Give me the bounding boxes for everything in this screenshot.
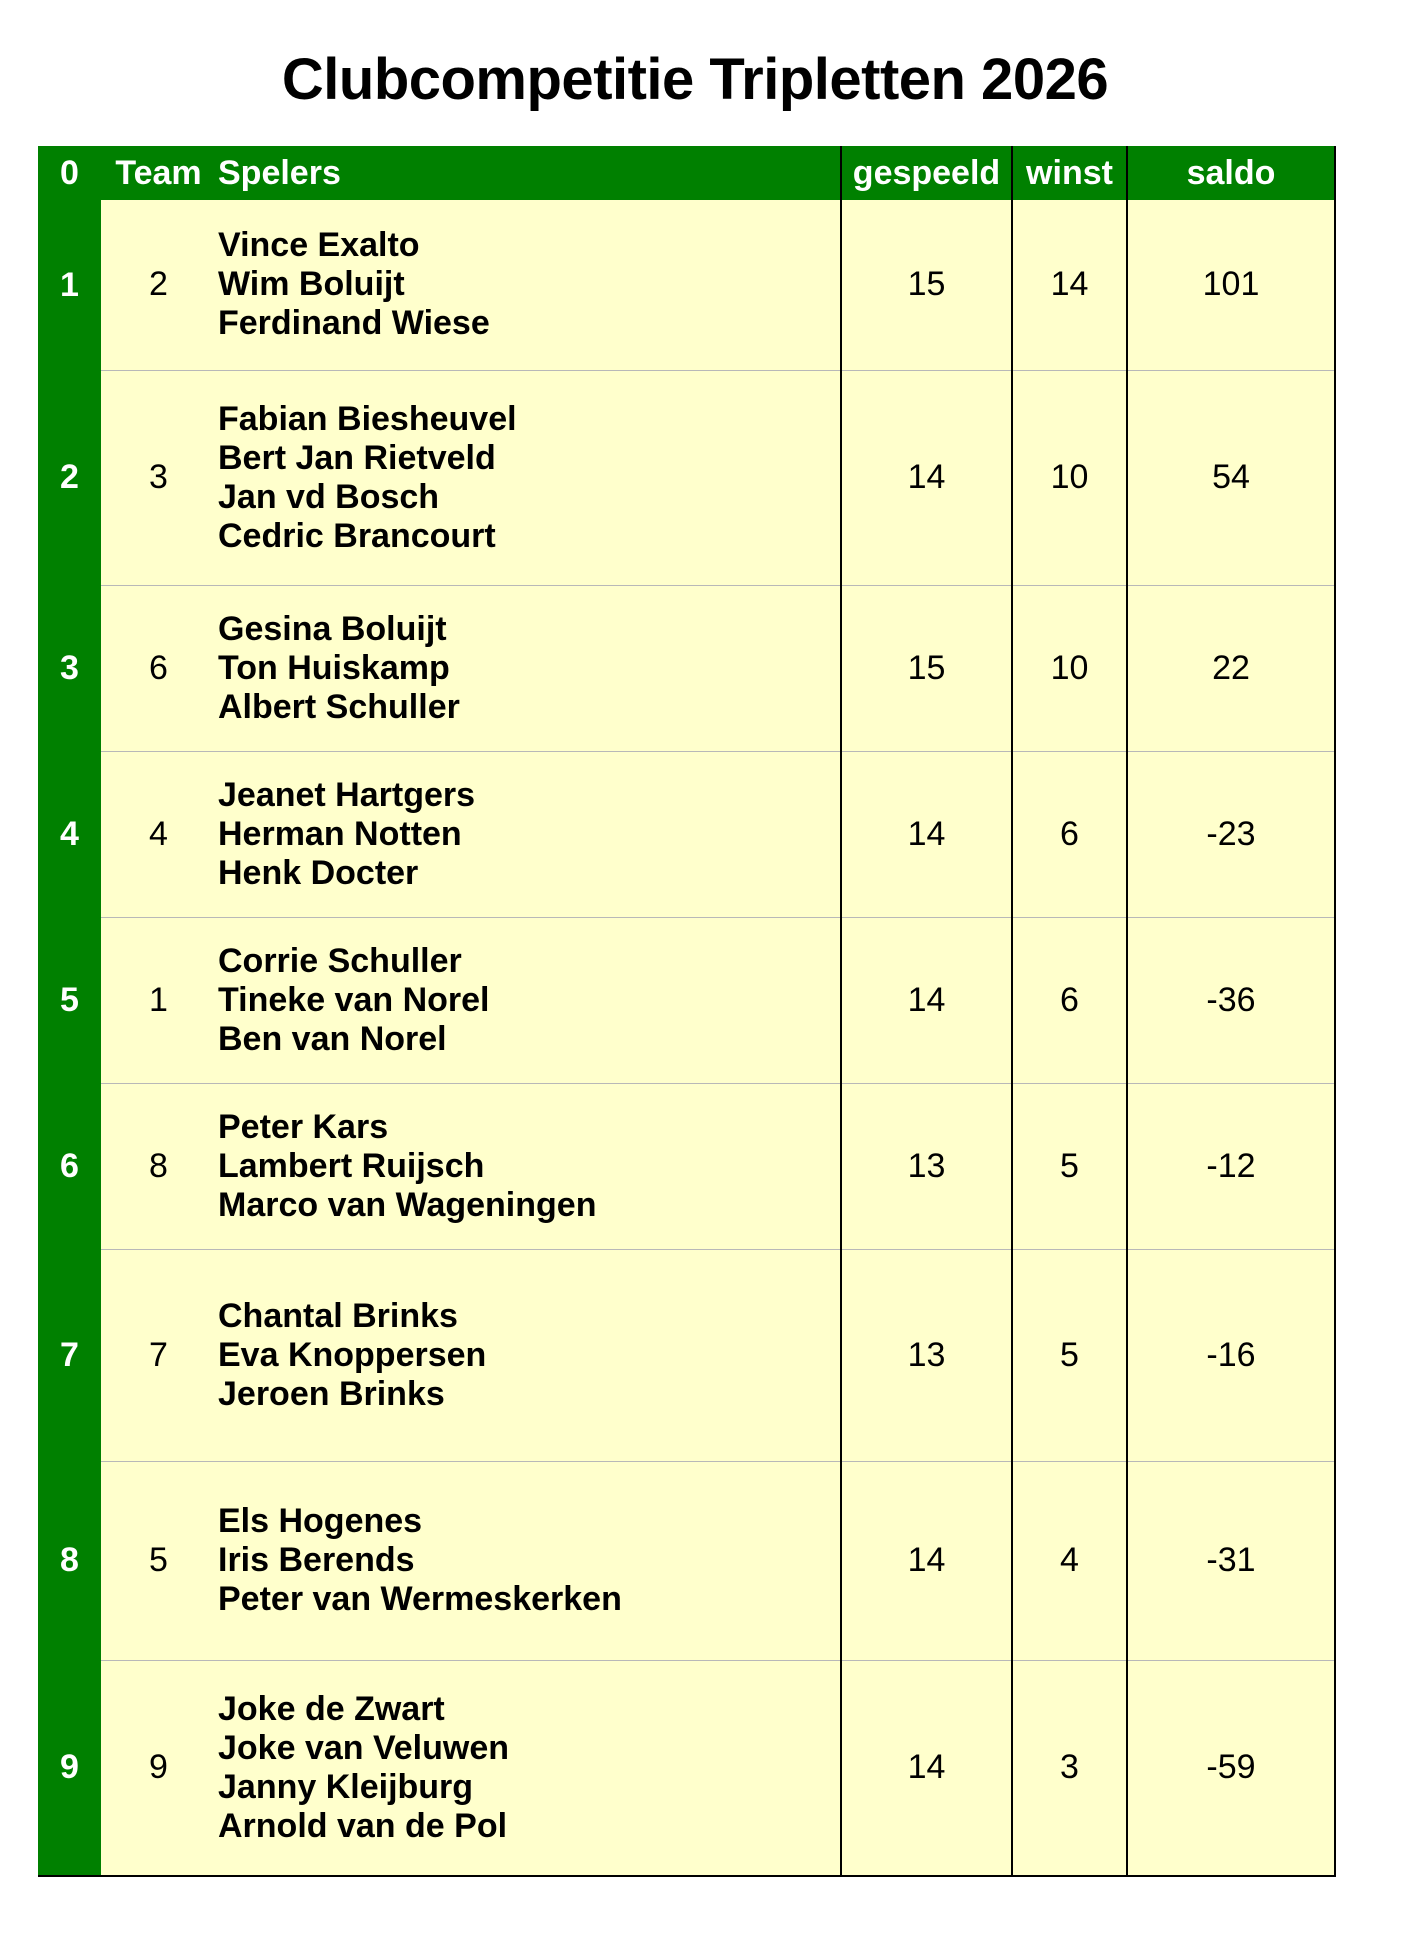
played-cell: 13 xyxy=(841,1249,1012,1461)
player-name: Herman Notten xyxy=(218,814,462,853)
header-players: Spelers xyxy=(216,146,841,200)
player-name: Marco van Wageningen xyxy=(218,1185,597,1224)
table-row xyxy=(38,370,1335,585)
standings-table xyxy=(38,146,1336,1877)
saldo-cell: 54 xyxy=(1127,370,1335,585)
saldo-cell: -36 xyxy=(1127,917,1335,1083)
header-won: winst xyxy=(1012,146,1127,200)
team-number-cell: 4 xyxy=(101,751,216,917)
won-cell: 6 xyxy=(1012,917,1127,1083)
rank-cell: 3 xyxy=(38,585,101,751)
player-name: Chantal Brinks xyxy=(218,1296,458,1335)
played-cell: 15 xyxy=(841,200,1012,370)
played-cell: 14 xyxy=(841,1660,1012,1876)
rank-cell: 8 xyxy=(38,1461,101,1660)
rank-cell: 7 xyxy=(38,1249,101,1461)
played-cell: 14 xyxy=(841,370,1012,585)
player-name: Bert Jan Rietveld xyxy=(218,438,496,477)
players-cell xyxy=(216,751,841,917)
saldo-cell: -59 xyxy=(1127,1660,1335,1876)
player-name: Arnold van de Pol xyxy=(218,1806,508,1845)
players-cell xyxy=(216,585,841,751)
won-cell: 4 xyxy=(1012,1461,1127,1660)
played-cell: 14 xyxy=(841,751,1012,917)
players-cell xyxy=(216,1249,841,1461)
rank-cell: 2 xyxy=(38,370,101,585)
player-name: Lambert Ruijsch xyxy=(218,1146,485,1185)
table-row xyxy=(38,1083,1335,1249)
player-name: Joke de Zwart xyxy=(218,1689,445,1728)
player-name: Peter Kars xyxy=(218,1107,389,1146)
saldo-cell: -16 xyxy=(1127,1249,1335,1461)
player-name: Jeanet Hartgers xyxy=(218,775,476,814)
players-cell xyxy=(216,200,841,370)
table-row xyxy=(38,1249,1335,1461)
players-cell xyxy=(216,1083,841,1249)
team-number-cell: 2 xyxy=(101,200,216,370)
player-name: Albert Schuller xyxy=(218,687,460,726)
played-cell: 14 xyxy=(841,1461,1012,1660)
table-row xyxy=(38,917,1335,1083)
won-cell: 14 xyxy=(1012,200,1127,370)
table-row xyxy=(38,1660,1335,1876)
player-name: Jan vd Bosch xyxy=(218,477,440,516)
rank-cell: 5 xyxy=(38,917,101,1083)
team-number-cell: 1 xyxy=(101,917,216,1083)
won-cell: 5 xyxy=(1012,1083,1127,1249)
saldo-cell: -12 xyxy=(1127,1083,1335,1249)
player-name: Corrie Schuller xyxy=(218,941,462,980)
header-position: 0 xyxy=(38,146,101,200)
header-saldo: saldo xyxy=(1127,146,1335,200)
player-name: Peter van Wermeskerken xyxy=(218,1580,622,1618)
team-number-cell: 7 xyxy=(101,1249,216,1461)
rank-cell: 9 xyxy=(38,1660,101,1876)
played-cell: 14 xyxy=(841,917,1012,1083)
won-cell: 10 xyxy=(1012,585,1127,751)
table-row xyxy=(38,585,1335,751)
players-cell xyxy=(216,370,841,585)
team-number-cell: 9 xyxy=(101,1660,216,1876)
player-name: Vince Exalto xyxy=(218,226,420,265)
player-name: Henk Docter xyxy=(218,853,419,892)
won-cell: 6 xyxy=(1012,751,1127,917)
played-cell: 15 xyxy=(841,585,1012,751)
player-name: Els Hogenes xyxy=(218,1502,423,1540)
players-cell xyxy=(216,1461,841,1660)
player-name: Cedric Brancourt xyxy=(218,516,496,555)
player-name: Fabian Biesheuvel xyxy=(218,399,517,438)
header-row xyxy=(38,146,1335,200)
team-number-cell: 5 xyxy=(101,1461,216,1660)
player-name: Tineke van Norel xyxy=(218,980,490,1019)
saldo-cell: -23 xyxy=(1127,751,1335,917)
player-name: Ferdinand Wiese xyxy=(218,304,490,343)
team-number-cell: 8 xyxy=(101,1083,216,1249)
player-name: Iris Berends xyxy=(218,1541,415,1579)
rank-cell: 6 xyxy=(38,1083,101,1249)
player-name: Gesina Boluijt xyxy=(218,609,447,648)
team-number-cell: 3 xyxy=(101,370,216,585)
table-row xyxy=(38,1461,1335,1660)
saldo-cell: -31 xyxy=(1127,1461,1335,1660)
won-cell: 5 xyxy=(1012,1249,1127,1461)
won-cell: 10 xyxy=(1012,370,1127,585)
rank-cell: 1 xyxy=(38,200,101,370)
saldo-cell: 101 xyxy=(1127,200,1335,370)
player-name: Janny Kleijburg xyxy=(218,1767,474,1806)
team-number-cell: 6 xyxy=(101,585,216,751)
won-cell: 3 xyxy=(1012,1660,1127,1876)
player-name: Ton Huiskamp xyxy=(218,648,450,687)
page-title: Clubcompetitie Tripletten 2026 xyxy=(281,47,1109,112)
players-cell xyxy=(216,1660,841,1876)
header-played: gespeeld xyxy=(841,146,1012,200)
played-cell: 13 xyxy=(841,1083,1012,1249)
header-team: Team xyxy=(101,146,216,200)
rank-cell: 4 xyxy=(38,751,101,917)
saldo-cell: 22 xyxy=(1127,585,1335,751)
table-row xyxy=(38,751,1335,917)
table-row xyxy=(38,200,1335,370)
player-name: Jeroen Brinks xyxy=(218,1374,445,1413)
player-name: Eva Knoppersen xyxy=(218,1335,487,1374)
player-name: Joke van Veluwen xyxy=(218,1728,510,1767)
player-name: Wim Boluijt xyxy=(218,265,405,304)
players-cell xyxy=(216,917,841,1083)
player-name: Ben van Norel xyxy=(218,1019,447,1058)
